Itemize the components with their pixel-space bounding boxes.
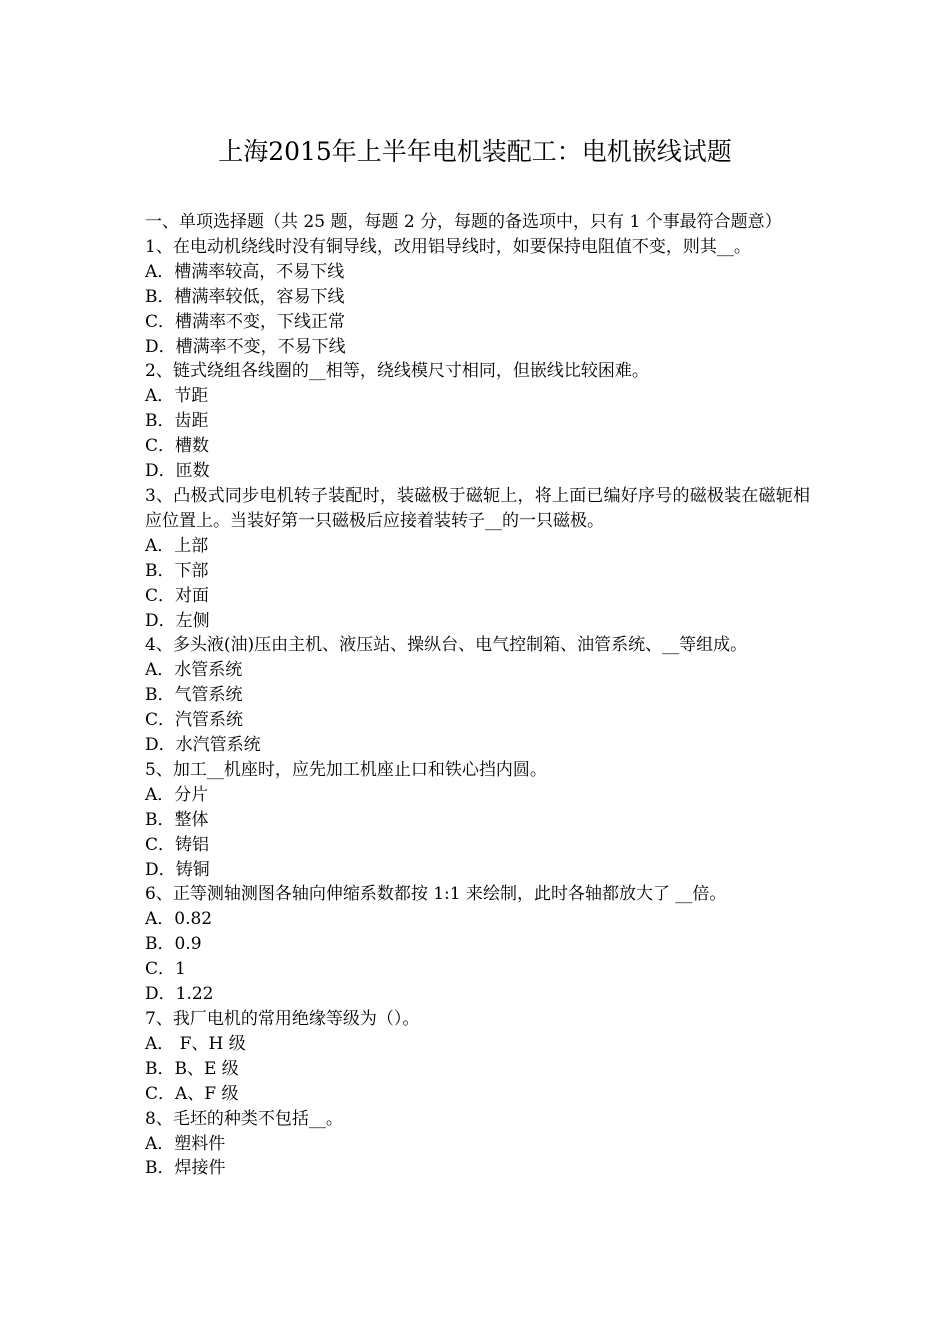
question-2-option-d: D．匝数 <box>145 461 210 482</box>
section-intro: 一、单项选择题（共 25 题，每题 2 分，每题的备选项中，只有 1 个事最符合题意） <box>145 212 782 232</box>
question-3-option-a: A．上部 <box>145 535 209 556</box>
question-7-option-b: B．B、E 级 <box>145 1058 239 1079</box>
question-5-option-a: A．分片 <box>145 784 209 805</box>
question-6-option-a: A．0.82 <box>145 909 213 930</box>
question-6-option-c: C．1 <box>145 959 186 980</box>
question-5-option-c: C．铸铝 <box>145 834 210 855</box>
document-body <box>145 210 810 1181</box>
question-4-option-c: C．汽管系统 <box>145 710 244 731</box>
question-1-option-a: A．槽满率较高，不易下线 <box>145 261 345 282</box>
question-3-option-d: D．左侧 <box>145 610 210 631</box>
question-2-stem: 2、链式绕组各线圈的__相等，绕线模尺寸相同，但嵌线比较困难。 <box>145 361 649 382</box>
question-5-stem: 5、加工__机座时，应先加工机座止口和铁心挡内圆。 <box>145 759 547 780</box>
question-4-option-d: D．水汽管系统 <box>145 735 261 756</box>
question-8-option-b: B．焊接件 <box>145 1158 226 1179</box>
question-7-option-a: A． F、H 级 <box>145 1033 246 1054</box>
question-7-stem: 7、我厂电机的常用绝缘等级为（）。 <box>145 1009 420 1029</box>
question-6-option-d: D．1.22 <box>145 984 214 1005</box>
question-1-option-c: C．槽满率不变，下线正常 <box>145 311 346 332</box>
question-3-stem: 3、凸极式同步电机转子装配时，装磁极于磁轭上，将上面已编好序号的磁极装在磁轭相应位置上。当装好第一只磁极后应接着装转子__的一只磁极。 <box>145 485 810 531</box>
question-8-stem: 8、毛坯的种类不包括__。 <box>145 1108 343 1129</box>
question-3-option-c: C．对面 <box>145 585 210 606</box>
question-4-option-b: B．气管系统 <box>145 685 243 706</box>
question-8-option-a: A．塑料件 <box>145 1133 226 1154</box>
question-1-option-b: B．槽满率较低，容易下线 <box>145 286 345 307</box>
page-title: 上海2015年上半年电机装配工：电机嵌线试题 <box>218 137 732 166</box>
question-3-option-b: B．下部 <box>145 560 209 581</box>
question-2-option-b: B．齿距 <box>145 411 209 432</box>
question-4-stem: 4、多头液(油)压由主机、液压站、操纵台、电气控制箱、油管系统、__等组成。 <box>145 635 748 656</box>
question-2-option-a: A．节距 <box>145 386 209 407</box>
question-1-option-d: D．槽满率不变，不易下线 <box>145 336 346 357</box>
question-2-option-c: C．槽数 <box>145 436 210 457</box>
question-7-option-c: C．A、F 级 <box>145 1083 239 1104</box>
question-5-option-d: D．铸铜 <box>145 859 210 880</box>
question-1-stem: 1、在电动机绕线时没有铜导线，改用铝导线时，如要保持电阻值不变，则其__。 <box>145 236 751 257</box>
question-6-stem: 6、正等测轴测图各轴向伸缩系数都按 1:1 来绘制，此时各轴都放大了 __倍。 <box>145 884 727 905</box>
question-6-option-b: B．0.9 <box>145 934 202 955</box>
question-4-option-a: A．水管系统 <box>145 660 243 681</box>
question-5-option-b: B．整体 <box>145 809 209 830</box>
